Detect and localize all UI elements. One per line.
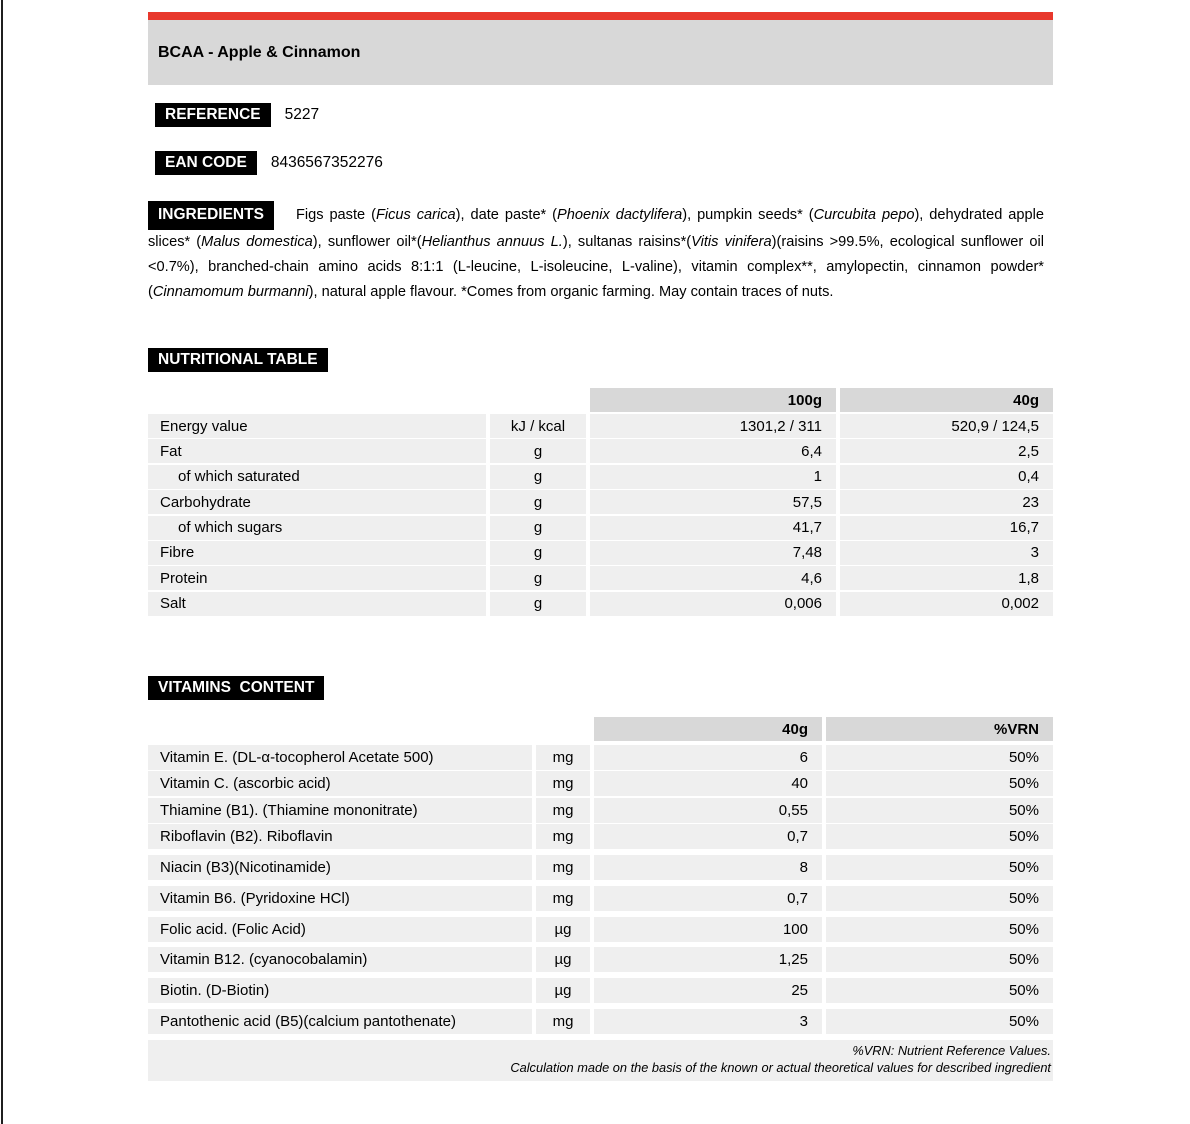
- reference-label-badge: REFERENCE: [155, 103, 271, 127]
- table-row: [148, 824, 1053, 849]
- cell-unit: mg: [536, 855, 590, 880]
- vitamins-table-header: [148, 717, 1053, 741]
- cell-vitamin-label: Folic acid. (Folic Acid): [148, 917, 532, 942]
- ean-row: [155, 151, 383, 175]
- cell-vitamin-label: Vitamin C. (ascorbic acid): [148, 771, 532, 796]
- cell-value-vrn: 50%: [826, 798, 1053, 823]
- ingredient-segment: Figs paste (: [295, 207, 376, 223]
- cell-unit: mg: [536, 771, 590, 796]
- cell-value-40g: 40: [594, 771, 822, 796]
- cell-unit: g: [490, 592, 586, 616]
- cell-unit: mg: [536, 824, 590, 849]
- ingredient-segment: Helianthus annuus L.: [421, 233, 563, 250]
- cell-value-100g: 1301,2 / 311: [590, 414, 836, 438]
- ingredient-segment: Malus domestica: [201, 233, 313, 250]
- cell-unit: g: [490, 465, 586, 489]
- ean-label-badge: EAN CODE: [155, 151, 257, 175]
- header-spacer: [148, 388, 590, 412]
- ingredient-segment: ), pumpkin seeds* (: [682, 207, 814, 223]
- cell-nutrient-label: Energy value: [148, 414, 486, 438]
- cell-value-40g: 16,7: [840, 516, 1053, 540]
- cell-nutrient-label: Fat: [148, 439, 486, 463]
- nutritional-table-header: [148, 388, 1053, 412]
- cell-unit: µg: [536, 978, 590, 1003]
- ingredient-segment: Phoenix dactylifera: [557, 207, 683, 223]
- cell-value-vrn: 50%: [826, 1009, 1053, 1034]
- vitamins-table: [148, 717, 1053, 1081]
- ingredient-segment: ), natural apple flavour. *Comes from organic farming. May contain traces of nuts.: [308, 283, 834, 300]
- cell-vitamin-label: Pantothenic acid (B5)(calcium pantothenate): [148, 1009, 532, 1034]
- cell-unit: g: [490, 490, 586, 514]
- footnote-line-1: %VRN: Nutrient Reference Values.: [852, 1042, 1051, 1058]
- cell-value-100g: 4,6: [590, 566, 836, 590]
- cell-value-40g: 25: [594, 978, 822, 1003]
- table-row: [148, 592, 1053, 616]
- cell-value-100g: 0,006: [590, 592, 836, 616]
- accent-bar: [148, 12, 1053, 20]
- cell-vitamin-label: Vitamin E. (DL-α-tocopherol Acetate 500): [148, 745, 532, 770]
- table-row: [148, 516, 1053, 540]
- table-row: [148, 798, 1053, 823]
- column-header-vrn: %VRN: [826, 717, 1053, 741]
- cell-value-vrn: 50%: [826, 947, 1053, 972]
- ingredient-segment: Curcubita pepo: [813, 207, 915, 223]
- cell-value-100g: 1: [590, 465, 836, 489]
- ingredient-segment: ), sultanas raisins*(: [562, 233, 692, 250]
- table-row: [148, 490, 1053, 514]
- cell-value-100g: 57,5: [590, 490, 836, 514]
- cell-value-40g: 3: [594, 1009, 822, 1034]
- cell-value-vrn: 50%: [826, 855, 1053, 880]
- cell-value-100g: 6,4: [590, 439, 836, 463]
- table-row: [148, 465, 1053, 489]
- table-row: [148, 947, 1053, 972]
- cell-value-40g: 6: [594, 745, 822, 770]
- nutritional-rows: [148, 414, 1053, 616]
- table-row: [148, 917, 1053, 942]
- cell-value-vrn: 50%: [826, 886, 1053, 911]
- cell-value-40g: 1,8: [840, 566, 1053, 590]
- ingredient-segment: Cinnamomum burmanni: [152, 283, 309, 300]
- nutritional-table-title-badge: NUTRITIONAL TABLE: [148, 348, 328, 372]
- cell-unit: mg: [536, 1009, 590, 1034]
- cell-vitamin-label: Niacin (B3)(Nicotinamide): [148, 855, 532, 880]
- table-row: [148, 745, 1053, 770]
- cell-vitamin-label: Thiamine (B1). (Thiamine mononitrate): [148, 798, 532, 823]
- table-row: [148, 541, 1053, 565]
- ingredients-label-badge: INGREDIENTS: [148, 201, 274, 230]
- column-header-40g: 40g: [840, 388, 1053, 412]
- cell-unit: mg: [536, 886, 590, 911]
- table-row: [148, 978, 1053, 1003]
- cell-value-40g: 520,9 / 124,5: [840, 414, 1053, 438]
- cell-nutrient-label: Fibre: [148, 541, 486, 565]
- vitamins-table-title-badge: VITAMINS CONTENT: [148, 676, 324, 700]
- cell-value-vrn: 50%: [826, 745, 1053, 770]
- cell-value-40g: 0,4: [840, 465, 1053, 489]
- ingredient-segment: ), dehydrated apple slices* (: [148, 207, 1044, 250]
- column-header-100g: 100g: [590, 388, 836, 412]
- ingredient-segment: Ficus carica: [375, 207, 456, 223]
- page-left-border: [1, 0, 3, 1124]
- cell-nutrient-label: Protein: [148, 566, 486, 590]
- cell-value-vrn: 50%: [826, 917, 1053, 942]
- cell-unit: g: [490, 516, 586, 540]
- cell-nutrient-label: Salt: [148, 592, 486, 616]
- cell-unit: g: [490, 566, 586, 590]
- footnote-line-2: Calculation made on the basis of the known or actual theoretical values for described ingredient: [510, 1060, 1051, 1076]
- cell-unit: g: [490, 541, 586, 565]
- ean-value: 8436567352276: [270, 154, 383, 171]
- cell-value-40g: 2,5: [840, 439, 1053, 463]
- ingredient-segment: ), date paste* (: [455, 207, 558, 223]
- cell-unit: µg: [536, 947, 590, 972]
- nutritional-table: [148, 388, 1053, 617]
- ingredient-segment: )(raisins >99.5%, ecological sunflower oil <0.7%), branched-chain amino acids 8:1:1 (L-leucine, L-isoleucine, L-valine), vitamin complex**, amylopectin, cinnamon powder* (: [148, 233, 1044, 300]
- cell-value-vrn: 50%: [826, 824, 1053, 849]
- cell-nutrient-label: of which saturated: [148, 465, 486, 489]
- table-footnote: [148, 1040, 1053, 1081]
- cell-vitamin-label: Vitamin B12. (cyanocobalamin): [148, 947, 532, 972]
- cell-nutrient-label: Carbohydrate: [148, 490, 486, 514]
- table-row: [148, 886, 1053, 911]
- cell-value-40g: 0,7: [594, 824, 822, 849]
- table-row: [148, 855, 1053, 880]
- cell-value-100g: 41,7: [590, 516, 836, 540]
- table-row: [148, 771, 1053, 796]
- title-banner: [148, 20, 1053, 85]
- cell-value-40g: 3: [840, 541, 1053, 565]
- cell-unit: mg: [536, 745, 590, 770]
- cell-value-40g: 100: [594, 917, 822, 942]
- cell-vitamin-label: Vitamin B6. (Pyridoxine HCl): [148, 886, 532, 911]
- cell-value-vrn: 50%: [826, 771, 1053, 796]
- cell-value-40g: 0,55: [594, 798, 822, 823]
- table-row: [148, 439, 1053, 463]
- column-header-40g: 40g: [594, 717, 822, 741]
- vitamins-rows: [148, 745, 1053, 1034]
- cell-value-vrn: 50%: [826, 978, 1053, 1003]
- header-spacer: [148, 717, 594, 741]
- cell-unit: kJ / kcal: [490, 414, 586, 438]
- cell-value-40g: 8: [594, 855, 822, 880]
- page-title: BCAA - Apple & Cinnamon: [158, 43, 361, 61]
- cell-value-40g: 0,002: [840, 592, 1053, 616]
- table-row: [148, 566, 1053, 590]
- cell-value-100g: 7,48: [590, 541, 836, 565]
- cell-value-40g: 1,25: [594, 947, 822, 972]
- cell-value-40g: 23: [840, 490, 1053, 514]
- table-row: [148, 414, 1053, 438]
- cell-unit: g: [490, 439, 586, 463]
- cell-vitamin-label: Biotin. (D-Biotin): [148, 978, 532, 1003]
- reference-value: 5227: [284, 106, 320, 123]
- reference-row: [155, 103, 319, 127]
- ingredients-paragraph: [148, 201, 1044, 305]
- cell-value-40g: 0,7: [594, 886, 822, 911]
- cell-nutrient-label: of which sugars: [148, 516, 486, 540]
- ingredient-segment: ), sunflower oil*(: [312, 233, 422, 250]
- table-row: [148, 1009, 1053, 1034]
- cell-unit: mg: [536, 798, 590, 823]
- ingredient-segment: Vitis vinifera: [691, 233, 772, 250]
- cell-vitamin-label: Riboflavin (B2). Riboflavin: [148, 824, 532, 849]
- ingredients-text: [148, 207, 1044, 300]
- cell-unit: µg: [536, 917, 590, 942]
